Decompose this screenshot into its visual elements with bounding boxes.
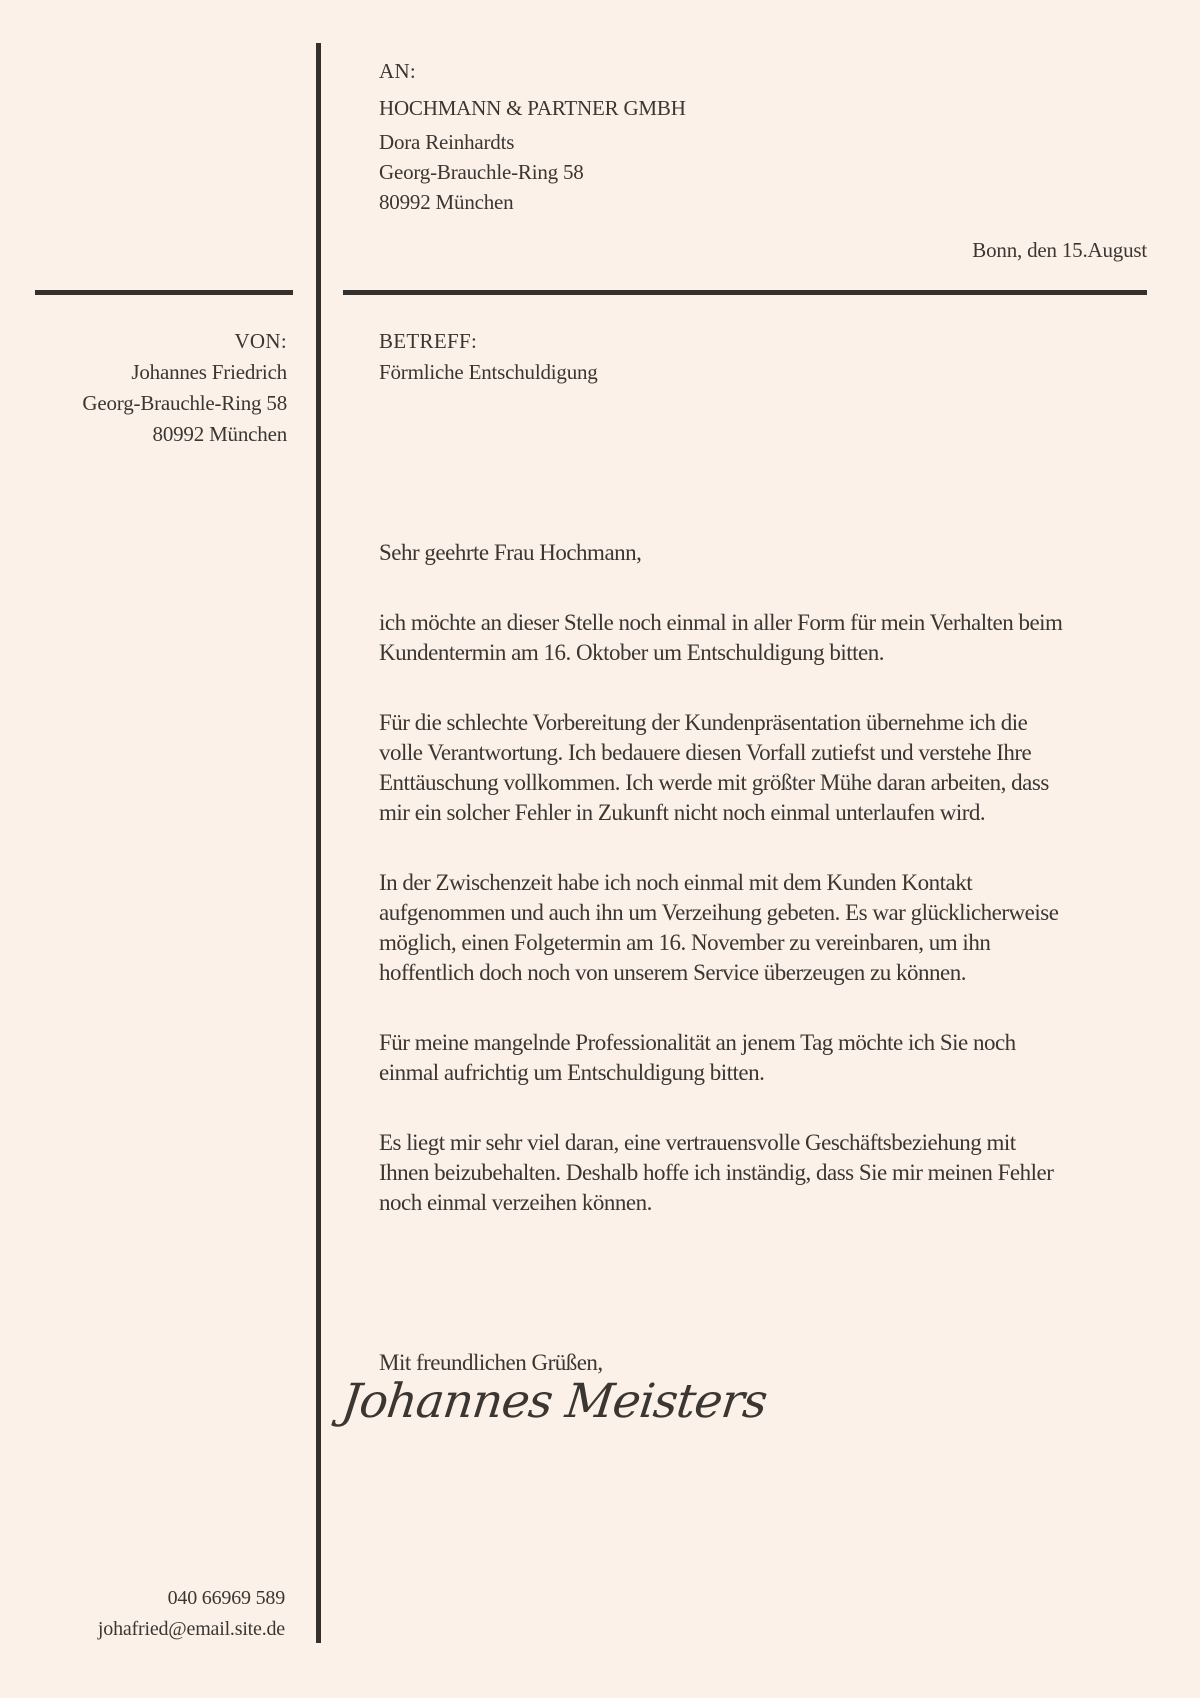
horizontal-rule-left (35, 290, 293, 295)
sender-contact-block (0, 1583, 285, 1645)
greeting: Sehr geehrte Frau Hochmann, (379, 540, 642, 565)
subject-block (379, 326, 598, 388)
closing-line: Mit freundlichen Grüßen, (379, 1350, 603, 1375)
letter-body (379, 538, 1067, 1258)
sender-name: Johannes Friedrich (131, 360, 287, 384)
paragraph: In der Zwischenzeit habe ich noch einmal mit dem Kunden Kontakt aufgenommen und auch ihn um Verzeihung gebeten. Es war glücklicherweise möglich, einen Folgetermin am 16. November zu vereinbaren, um ihn hoffentlich doch noch von unserem Service überzeugen zu können. (379, 870, 1059, 985)
sender-street: Georg-Brauchle-Ring 58 (82, 391, 287, 415)
recipient-city: 80992 München (379, 190, 514, 214)
date-line: Bonn, den 15.August (972, 238, 1147, 262)
recipient-label: AN: (379, 59, 417, 83)
paragraph: Es liegt mir sehr viel daran, eine vertrauensvolle Geschäftsbeziehung mit Ihnen beizubehalten. Deshalb hoffe ich inständig, dass Sie mir meinen Fehler noch einmal verzeihen können. (379, 1130, 1054, 1215)
subject-label: BETREFF: (379, 329, 478, 353)
paragraph: Für die schlechte Vorbereitung der Kundenpräsentation übernehme ich die volle Verantwortung. Ich bedauere diesen Vorfall zutiefst und verstehe Ihre Enttäuschung vollkommen. Ich werde mit größter Mühe daran arbeiten, dass mir ein solcher Fehler in Zukunft nicht noch einmal unterlaufen wird. (379, 710, 1049, 825)
recipient-block (379, 56, 686, 217)
sender-phone: 040 66969 589 (167, 1587, 285, 1609)
paragraph: ich möchte an dieser Stelle noch einmal in aller Form für mein Verhalten beim Kundentermin am 16. Oktober um Entschuldigung bitten. (379, 610, 1063, 665)
recipient-street: Georg-Brauchle-Ring 58 (379, 160, 584, 184)
paragraph: Für meine mangelnde Professionalität an jenem Tag möchte ich Sie noch einmal aufrichtig um Entschuldigung bitten. (379, 1030, 1016, 1085)
sender-city: 80992 München (152, 422, 287, 446)
sender-block (0, 326, 287, 450)
sender-email: johafried@email.site.de (97, 1618, 285, 1640)
sender-label: VON: (234, 329, 287, 353)
recipient-name: Dora Reinhardts (379, 130, 515, 154)
signature-script: Johannes Meisters (338, 1374, 770, 1429)
subject-value: Förmliche Entschuldigung (379, 360, 598, 384)
vertical-divider-rule (316, 43, 321, 1643)
recipient-company: HOCHMANN & PARTNER GMBH (379, 96, 686, 120)
horizontal-rule-right (343, 290, 1147, 295)
